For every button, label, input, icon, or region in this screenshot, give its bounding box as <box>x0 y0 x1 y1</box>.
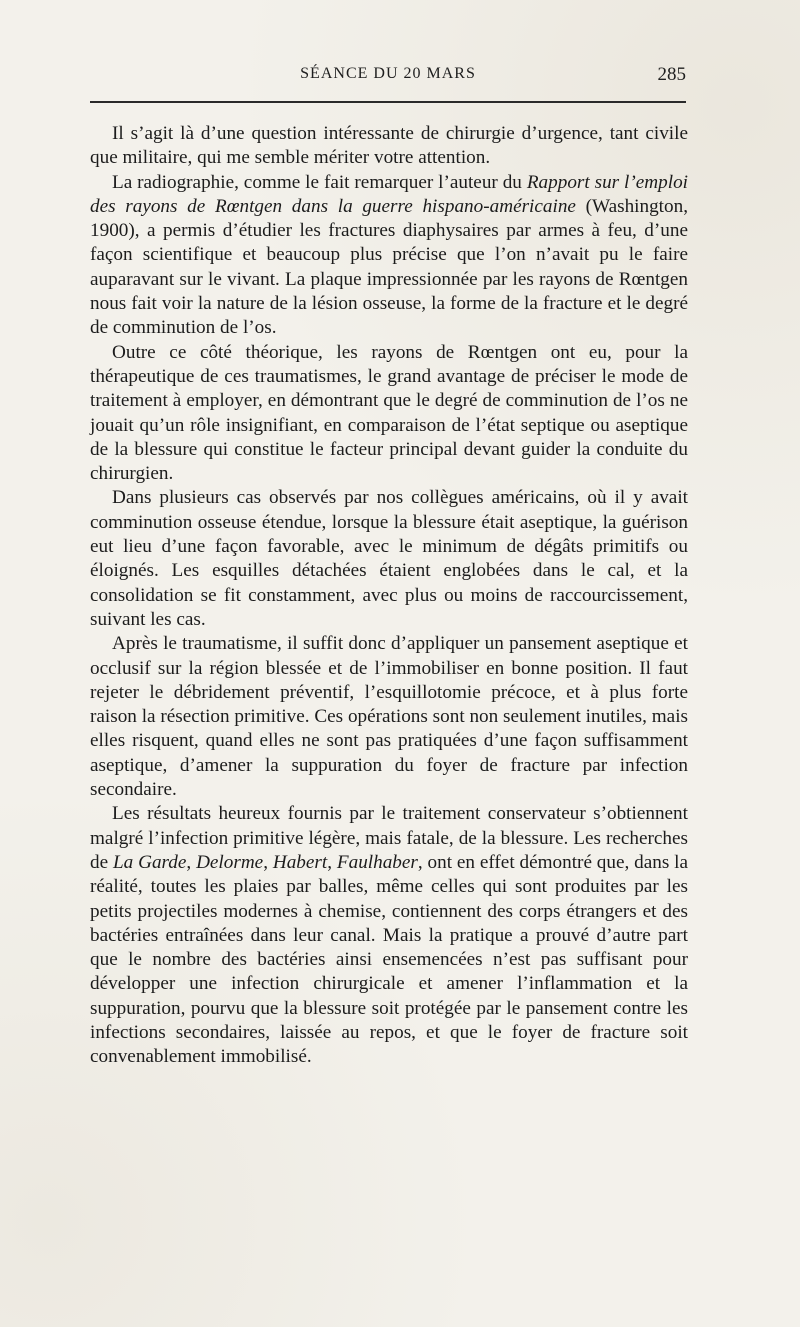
text-run: , <box>186 851 197 873</box>
page-number: 285 <box>657 64 686 85</box>
text-run: Outre ce côté théorique, les rayons de Rœntgen ont eu, pour la thérapeutique de ces traumatismes, le grand avantage de préciser le mode de traitement à employer, en démontrant que le degré de comminution de l’os ne jouait qu’un rôle insignifiant, en comparaison de l’état septique ou aseptique de la blessure qui constitue le facteur principal devant guider la conduite du chirurgien. <box>90 341 688 485</box>
text-run: (Washington, 1900), a permis d’étudier les fractures diaphysaires par armes à feu, d’une façon scientifique et beaucoup plus précise que l’on n’avait pu le faire auparavant sur le vivant. La plaque impressionnée par les rayons de Rœntgen nous fait voir la nature de la lésion osseuse, la forme de la fracture et le degré de comminution de l’os. <box>90 195 688 339</box>
italic-text: Delorme <box>196 851 264 873</box>
paragraph-3 <box>90 341 688 487</box>
text-run: La radiographie, comme le fait remarquer l’auteur du <box>112 171 527 193</box>
italic-text: Rapport sur l’emploi des rayons de Rœntgen dans la guerre hispano-américaine <box>90 171 688 217</box>
text-run: Après le traumatisme, il suffit donc d’appliquer un pansement aseptique et occlusif sur la région blessée et de l’immobiliser en bonne position. Il faut rejeter le débridement préventif, l’esquillotomie précoce, et à plus forte raison la résection primitive. Ces opérations sont non seulement inutiles, mais elles risquent, quand elles ne sont pas pratiquées d’une façon suffisamment aseptique, d’amener la suppuration du foyer de fracture par infection secondaire. <box>90 633 688 801</box>
paragraph-2 <box>90 171 688 341</box>
italic-text: Faulhaber <box>336 851 418 873</box>
text-run: , <box>263 851 273 873</box>
paragraph-5 <box>90 632 688 802</box>
text-run: , <box>327 851 337 873</box>
text-run: Les résultats heureux fournis par le traitement conservateur s’obtiennent malgré l’infection primitive légère, mais fatale, de la blessure. Les recherches de <box>90 803 688 873</box>
paragraph-6 <box>90 802 688 1069</box>
italic-text: Habert <box>272 851 328 873</box>
header-rule <box>90 101 686 103</box>
text-run: , ont en effet démontré que, dans la réalité, toutes les plaies par balles, même celles qui sont produites par les petits projectiles modernes à chemise, contiennent des corps étrangers et des bactéries entraînées dans leur canal. Mais la pratique a prouvé d’autre part que le nombre des bactéries ainsi ensemencées n’est pas suffisant pour développer une infection chirurgicale et amener l’inflammation et la suppuration, pourvu que la blessure soit protégée par le pansement contre les infections secondaires, laissée au repos, et que le foyer de fracture soit convenablement immobilisé. <box>90 851 689 1068</box>
paragraph-1 <box>90 122 688 171</box>
running-head: SÉANCE DU 20 MARS <box>300 65 476 82</box>
italic-text: La Garde <box>112 851 187 873</box>
text-run: Il s’agit là d’une question intéressante de chirurgie d’urgence, tant civile que militaire, qui me semble mériter votre attention. <box>90 123 688 169</box>
text-run: Dans plusieurs cas observés par nos collègues américains, où il y avait comminution osseuse étendue, lorsque la blessure était aseptique, la guérison eut lieu d’une façon favorable, avec le minimum de dégâts primitifs ou éloignés. Les esquilles détachées étaient englobées dans le cal, et la consolidation se fit constamment, avec plus ou moins de raccourcissement, suivant les cas. <box>90 487 688 630</box>
body-text <box>90 122 688 1070</box>
page-header <box>90 60 686 100</box>
paragraph-4 <box>90 486 688 632</box>
